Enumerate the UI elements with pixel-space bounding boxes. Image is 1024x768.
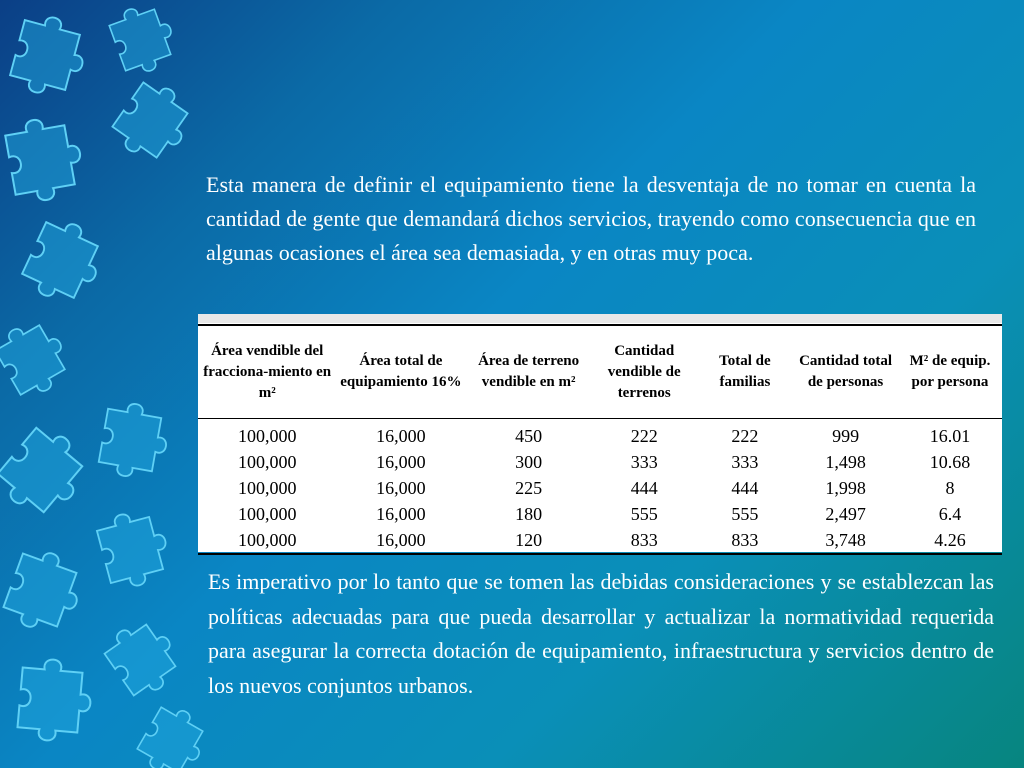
table-cell: 222 — [630, 426, 658, 446]
table-cell: 16.01 — [929, 426, 971, 446]
table-cell: 100,000 — [237, 426, 297, 446]
table-cell: 10.68 — [929, 452, 971, 472]
col-header-area-equipamiento: Área total de equipamiento 16% — [336, 325, 465, 419]
col-header-area-terreno: Área de terreno vendible en m² — [465, 325, 591, 419]
col-header-cantidad-terrenos: Cantidad vendible de terrenos — [592, 325, 697, 419]
table-cell: 16,000 — [376, 426, 426, 446]
table-cell: 100,000 — [237, 452, 297, 472]
table-cell: 444 — [731, 478, 759, 498]
intro-paragraph: Esta manera de definir el equipamiento tiene la desventaja de no tomar en cuenta la cantidad de gente que demandará dichos servicios, trayendo como consecuencia que en algunas ocasiones el área sea demasiada, y en otras muy poca. — [206, 172, 976, 265]
puzzle-piece-icon — [94, 505, 174, 592]
puzzle-piece-icon — [133, 700, 214, 768]
table-cell: 16,000 — [376, 452, 426, 472]
table-cell: 833 — [697, 527, 794, 554]
equipment-table — [198, 324, 1002, 555]
col-header-area-vendible: Área vendible del fracciona-miento en m² — [198, 325, 336, 419]
table-cell: 1,998 — [825, 478, 866, 498]
col-header-total-familias: Total de familias — [697, 325, 794, 419]
table-cell: 833 — [592, 527, 697, 554]
table-cell: 300 — [515, 452, 543, 472]
table-cell: 2,497 — [825, 504, 866, 524]
puzzle-pieces-decoration — [0, 0, 230, 768]
table-row — [198, 419, 1002, 450]
puzzle-piece-icon — [0, 313, 77, 403]
table-cell: 8 — [945, 478, 955, 498]
table-cell: 100,000 — [237, 504, 297, 524]
puzzle-piece-icon — [107, 75, 201, 171]
table-cell: 16,000 — [336, 527, 465, 554]
table-cell: 450 — [515, 426, 543, 446]
table-row — [198, 501, 1002, 527]
table-row — [198, 475, 1002, 501]
table-cell: 16,000 — [376, 504, 426, 524]
puzzle-piece-icon — [18, 213, 111, 311]
table-cell: 555 — [731, 504, 759, 524]
puzzle-piece-icon — [0, 544, 89, 639]
puzzle-piece-icon — [99, 612, 188, 703]
table-cell: 333 — [630, 452, 658, 472]
table-cell: 100,000 — [237, 478, 297, 498]
table-cell: 999 — [832, 426, 860, 446]
table-row — [198, 449, 1002, 475]
equipment-table-panel — [198, 314, 1002, 552]
table-cell: 100,000 — [198, 527, 336, 554]
table-cell: 555 — [630, 504, 658, 524]
table-cell: 6.4 — [938, 504, 962, 524]
table-row — [198, 527, 1002, 554]
table-cell: 1,498 — [825, 452, 866, 472]
table-cell: 222 — [731, 426, 759, 446]
puzzle-piece-icon — [17, 657, 94, 744]
table-header-row — [198, 325, 1002, 419]
table-cell: 16,000 — [376, 478, 426, 498]
table-cell: 333 — [731, 452, 759, 472]
table-cell: 120 — [465, 527, 591, 554]
puzzle-piece-icon — [97, 399, 172, 482]
puzzle-piece-icon — [8, 10, 93, 102]
table-cell: 225 — [515, 478, 543, 498]
conclusion-paragraph: Es imperativo por lo tanto que se tomen las debidas consideraciones y se establezcan las políticas adecuadas para que pueda desarrollar y actualizar la normatividad requerida para asegurar la correcta dotación de equipamiento, infraestructura y servicios dentro de los nuevos conjuntos urbanos. — [208, 569, 994, 698]
table-cell: 4.26 — [898, 527, 1002, 554]
col-header-cantidad-personas: Cantidad total de personas — [793, 325, 898, 419]
puzzle-piece-icon — [3, 113, 86, 205]
table-cell: 3,748 — [793, 527, 898, 554]
puzzle-piece-icon — [106, 0, 181, 79]
puzzle-piece-icon — [0, 420, 97, 527]
table-cell: 180 — [515, 504, 543, 524]
col-header-m2-por-persona: M² de equip. por persona — [898, 325, 1002, 419]
table-cell: 444 — [630, 478, 658, 498]
